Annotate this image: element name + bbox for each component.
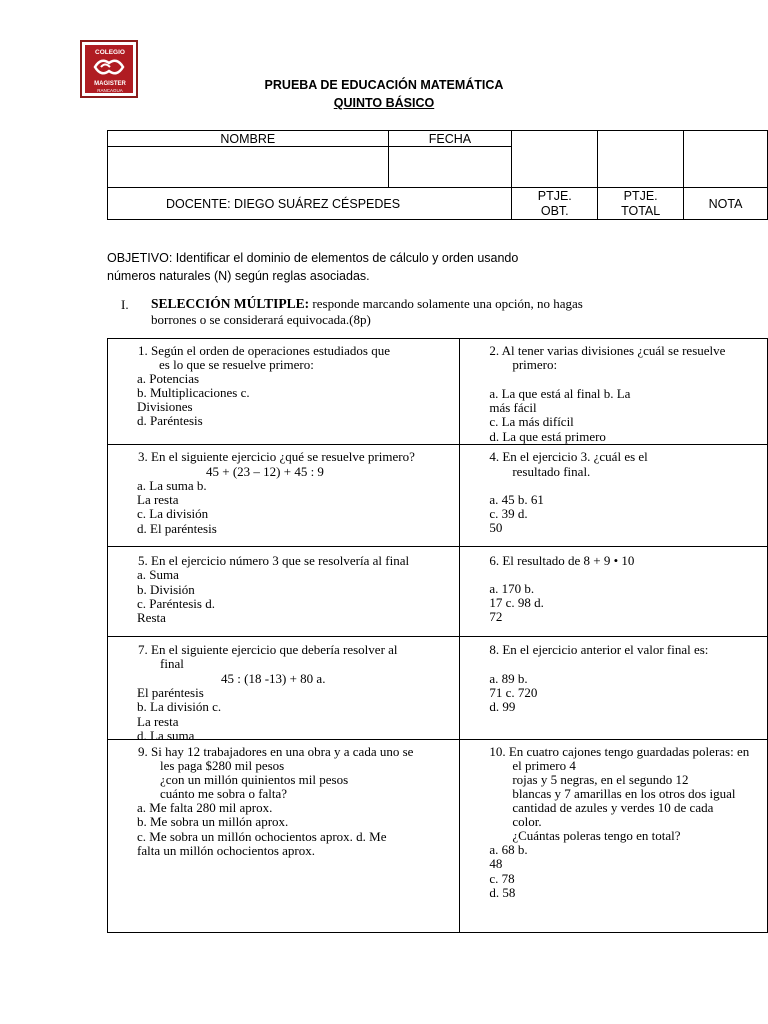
q3-option-d[interactable]: d. El paréntesis bbox=[137, 521, 217, 536]
ptje-total-box[interactable] bbox=[598, 131, 684, 188]
q5-option-a[interactable]: a. Suma bbox=[137, 567, 179, 582]
question-10[interactable] bbox=[460, 740, 768, 933]
q3-option-a[interactable]: a. La suma b. bbox=[137, 478, 207, 493]
q4-option-c[interactable]: c. 39 d. bbox=[489, 506, 528, 521]
question-5[interactable] bbox=[108, 547, 460, 637]
q10-option-c[interactable]: c. 78 bbox=[489, 871, 515, 886]
q10-stem-cont-1: el primero 4 bbox=[512, 758, 576, 773]
q8-option-d[interactable]: d. 99 bbox=[489, 699, 516, 714]
q1-option-b[interactable]: b. Multiplicaciones c. bbox=[137, 385, 250, 400]
q7-option-d[interactable]: d. La suma bbox=[137, 728, 195, 743]
section-instruction-1: responde marcando solamente una opción, no hagas bbox=[312, 296, 583, 311]
q9-stem-cont-2: ¿con un millón quinientos mil pesos bbox=[160, 772, 349, 787]
q2-stem-cont: primero: bbox=[512, 357, 558, 372]
section-instruction-2: borrones o se considerará equivocada.(8p) bbox=[151, 312, 371, 327]
q2-option-c[interactable]: c. La más difícil bbox=[489, 414, 574, 429]
q4-stem-cont: resultado final. bbox=[512, 464, 591, 479]
q9-stem-cont-3: cuánto me sobra o falta? bbox=[160, 786, 288, 801]
q10-stem-cont-6: ¿Cuántas poleras tengo en total? bbox=[512, 828, 681, 843]
student-info-table bbox=[107, 130, 768, 220]
fecha-field[interactable] bbox=[388, 147, 512, 188]
q5-option-b[interactable]: b. División bbox=[137, 582, 195, 597]
ptje-obt-line2: OBT. bbox=[540, 203, 569, 218]
q7-expression: 45 : (18 -13) + 80 a. bbox=[221, 671, 326, 686]
q3-stem: 3. En el siguiente ejercicio ¿qué se resuelve primero? bbox=[138, 449, 415, 464]
q1-stem: 1. Según el orden de operaciones estudiados que bbox=[138, 343, 390, 358]
q3-expression: 45 + (23 – 12) + 45 : 9 bbox=[206, 464, 324, 479]
nota-box[interactable] bbox=[684, 131, 768, 188]
q4-stem: 4. En el ejercicio 3. ¿cuál es el bbox=[489, 449, 648, 464]
ptje-obt-box[interactable] bbox=[512, 131, 598, 188]
q9-option-c[interactable]: c. Me sobra un millón ochocientos aprox. d. Me bbox=[137, 829, 387, 844]
q8-stem: 8. En el ejercicio anterior el valor final es: bbox=[489, 642, 709, 657]
q6-stem: 6. El resultado de 8 + 9 • 10 bbox=[489, 553, 635, 568]
q7-option-a[interactable]: El paréntesis bbox=[137, 685, 204, 700]
objective-line-1: OBJETIVO: Identificar el dominio de elementos de cálculo y orden usando bbox=[107, 251, 519, 265]
q10-stem-cont-3: blancas y 7 amarillas en los otros dos igual bbox=[512, 786, 736, 801]
q7-option-b[interactable]: b. La división c. bbox=[137, 699, 222, 714]
q10-option-d[interactable]: d. 58 bbox=[489, 885, 516, 900]
nota-label: NOTA bbox=[684, 188, 768, 220]
page-subtitle: QUINTO BÁSICO bbox=[333, 96, 435, 110]
question-2[interactable] bbox=[460, 339, 768, 445]
q3-option-b[interactable]: La resta bbox=[137, 492, 179, 507]
q9-option-b[interactable]: b. Me sobra un millón aprox. bbox=[137, 814, 289, 829]
q9-option-a[interactable]: a. Me falta 280 mil aprox. bbox=[137, 800, 273, 815]
q1-option-c[interactable]: Divisiones bbox=[137, 399, 193, 414]
logo-bottom-text: RANCAGUA bbox=[97, 88, 123, 93]
q5-stem: 5. En el ejercicio número 3 que se resolvería al final bbox=[138, 553, 410, 568]
q10-option-b[interactable]: 48 bbox=[489, 856, 503, 871]
questions-table bbox=[107, 338, 768, 933]
section-number: I. bbox=[121, 297, 129, 312]
q10-option-a[interactable]: a. 68 b. bbox=[489, 842, 528, 857]
ptje-obt-label bbox=[512, 188, 598, 220]
fecha-header: FECHA bbox=[388, 131, 512, 147]
q2-option-d[interactable]: d. La que está primero bbox=[489, 429, 606, 444]
q6-option-c-d[interactable]: 17 c. 98 d. bbox=[489, 595, 544, 610]
ptje-obt-line1: PTJE. bbox=[537, 188, 572, 203]
question-7[interactable] bbox=[108, 637, 460, 743]
q4-option-d[interactable]: 50 bbox=[489, 520, 503, 535]
ptje-total-line2: TOTAL bbox=[621, 203, 661, 218]
section-heading bbox=[151, 297, 583, 312]
question-6[interactable] bbox=[460, 547, 768, 637]
q2-option-b[interactable]: más fácil bbox=[489, 400, 537, 415]
section-title: SELECCIÓN MÚLTIPLE: bbox=[151, 296, 310, 311]
docente-label: DOCENTE: DIEGO SUÁREZ CÉSPEDES bbox=[108, 188, 512, 220]
question-9[interactable] bbox=[108, 740, 460, 933]
ptje-total-line1: PTJE. bbox=[623, 188, 658, 203]
question-1[interactable] bbox=[108, 339, 460, 445]
question-4[interactable] bbox=[460, 445, 768, 547]
q5-option-d[interactable]: Resta bbox=[137, 610, 166, 625]
question-3[interactable] bbox=[108, 445, 460, 547]
q1-option-d[interactable]: d. Paréntesis bbox=[137, 413, 203, 428]
q10-stem-cont-4: cantidad de azules y verdes 10 de cada bbox=[512, 800, 714, 815]
q8-option-c[interactable]: 71 c. 720 bbox=[489, 685, 538, 700]
logo-top-text: COLEGIO bbox=[95, 49, 125, 56]
q3-option-c[interactable]: c. La división bbox=[137, 506, 209, 521]
q10-stem-cont-2: rojas y 5 negras, en el segundo 12 bbox=[512, 772, 689, 787]
question-8[interactable] bbox=[460, 637, 768, 740]
page-title: PRUEBA DE EDUCACIÓN MATEMÁTICA bbox=[264, 78, 504, 92]
logo-mid-text: MAGISTER bbox=[94, 81, 126, 87]
q9-stem: 9. Si hay 12 trabajadores en una obra y a cada uno se bbox=[138, 744, 414, 759]
ptje-total-label bbox=[598, 188, 684, 220]
q5-option-c[interactable]: c. Paréntesis d. bbox=[137, 596, 215, 611]
q9-stem-cont-1: les paga $280 mil pesos bbox=[160, 758, 285, 773]
q7-option-c[interactable]: La resta bbox=[137, 714, 179, 729]
q2-stem: 2. Al tener varias divisiones ¿cuál se resuelve bbox=[489, 343, 726, 358]
objective-line-2: números naturales (N) según reglas asociadas. bbox=[107, 269, 370, 283]
nombre-field[interactable] bbox=[108, 147, 389, 188]
q1-stem-cont: es lo que se resuelve primero: bbox=[159, 357, 314, 372]
q2-option-a[interactable]: a. La que está al final b. La bbox=[489, 386, 631, 401]
q6-option-d-value[interactable]: 72 bbox=[489, 609, 503, 624]
q1-option-a[interactable]: a. Potencias bbox=[137, 371, 200, 386]
nombre-header: NOMBRE bbox=[108, 131, 389, 147]
q4-option-a-b[interactable]: a. 45 b. 61 bbox=[489, 492, 544, 507]
q9-option-d[interactable]: falta un millón ochocientos aprox. bbox=[137, 843, 315, 858]
q7-stem: 7. En el siguiente ejercicio que debería resolver al bbox=[138, 642, 398, 657]
q8-option-a-b[interactable]: a. 89 b. bbox=[489, 671, 528, 686]
q6-option-a-b[interactable]: a. 170 b. bbox=[489, 581, 535, 596]
q10-stem: 10. En cuatro cajones tengo guardadas poleras: en bbox=[489, 744, 750, 759]
q7-stem-cont: final bbox=[160, 656, 184, 671]
q10-stem-cont-5: color. bbox=[512, 814, 542, 829]
